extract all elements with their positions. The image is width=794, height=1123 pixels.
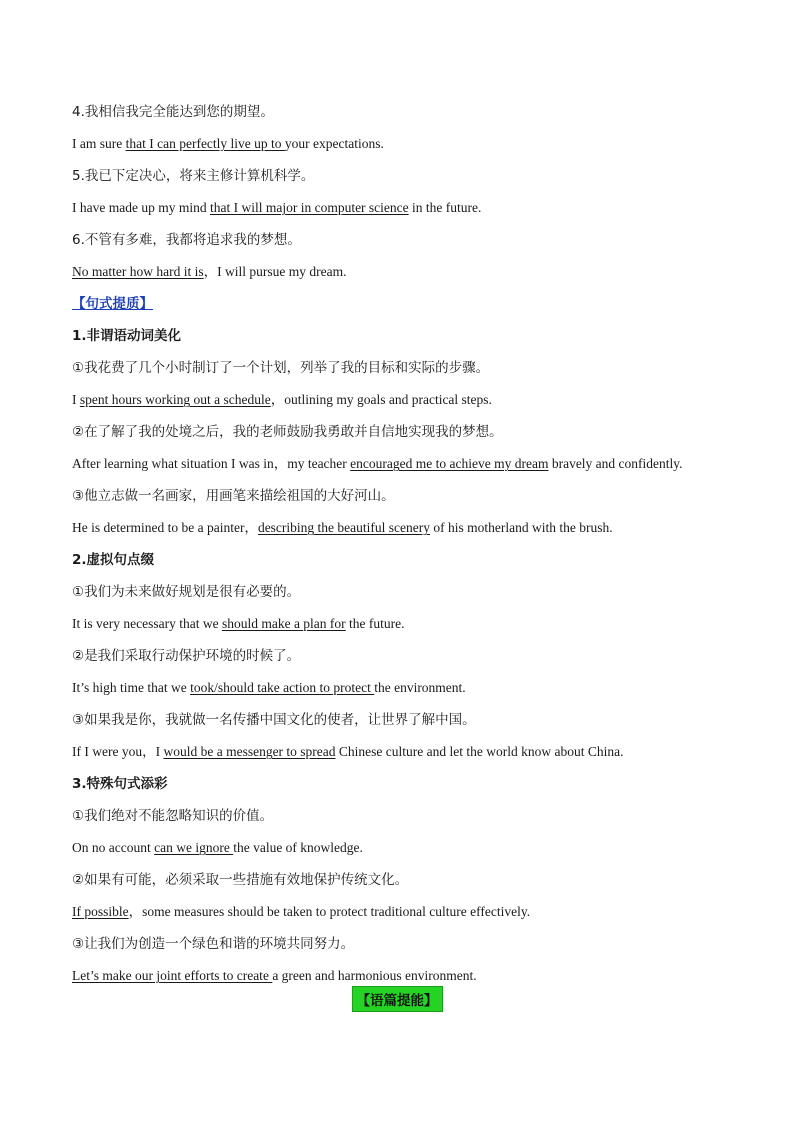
section-title: 【句式提质】: [72, 296, 153, 312]
english-sentence: [72, 736, 722, 768]
text-post: ，I will pursue my dream.: [203, 264, 347, 279]
chinese-sentence: 5.我已下定决心，将来主修计算机科学。: [72, 168, 315, 184]
text-pre: If I were you，I: [72, 744, 164, 759]
chinese-sentence: ③让我们为创造一个绿色和谐的环境共同努力。: [72, 936, 355, 952]
chinese-sentence: ①我们为未来做好规划是很有必要的。: [72, 584, 301, 600]
text-pre: After learning what situation I was in，my teacher: [72, 456, 351, 471]
text-underlined: describing the beautiful scenery: [257, 520, 430, 535]
intro-item: [72, 224, 722, 288]
english-sentence: [72, 832, 722, 864]
text-underlined: can we ignore: [154, 840, 234, 855]
chinese-sentence: 6.不管有多难，我都将追求我的梦想。: [72, 232, 301, 248]
text-underlined: took/should take action to protect: [190, 680, 375, 695]
text-post: Chinese culture and let the world know about China.: [335, 744, 624, 759]
english-sentence: [72, 128, 722, 160]
text-underlined: would be a messenger to spread: [163, 744, 336, 759]
section-badge: 【语篇提能】: [352, 986, 443, 1012]
text-post: in the future.: [408, 200, 482, 215]
text-post: a green and harmonious environment.: [272, 968, 477, 983]
text-underlined: Let’s make our joint efforts to create: [72, 968, 273, 983]
text-post: your expectations.: [284, 136, 384, 151]
text-pre: He is determined to be a painter，: [72, 520, 258, 535]
group-title: 1.非谓语动词美化: [72, 328, 182, 344]
text-underlined: spent hours working out a schedule: [79, 392, 271, 407]
text-underlined: encouraged me to achieve my dream: [350, 456, 549, 471]
chinese-sentence: ③如果我是你，我就做一名传播中国文化的使者，让世界了解中国。: [72, 712, 476, 728]
text-post: bravely and confidently.: [548, 456, 683, 471]
english-sentence: [72, 608, 722, 640]
text-pre: It is very necessary that we: [72, 616, 222, 631]
group-title: 2.虚拟句点缀: [72, 552, 155, 568]
chinese-sentence: ②如果有可能，必须采取一些措施有效地保护传统文化。: [72, 872, 409, 888]
text-pre: It’s high time that we: [72, 680, 191, 695]
chinese-sentence: ③他立志做一名画家，用画笔来描绘祖国的大好河山。: [72, 488, 395, 504]
group-title: 3.特殊句式添彩: [72, 776, 168, 792]
intro-item: [72, 160, 722, 224]
text-pre: I am sure: [72, 136, 126, 151]
text-post: the environment.: [374, 680, 466, 695]
english-sentence: [72, 384, 722, 416]
document-body: [72, 96, 722, 992]
footer-section: [0, 986, 794, 1012]
text-post: the value of knowledge.: [233, 840, 363, 855]
text-post: of his motherland with the brush.: [430, 520, 613, 535]
text-pre: I have made up my mind: [72, 200, 210, 215]
english-sentence: [72, 448, 722, 480]
intro-item: [72, 96, 722, 160]
text-pre: I: [72, 392, 80, 407]
chinese-sentence: 4.我相信我完全能达到您的期望。: [72, 104, 274, 120]
english-sentence: [72, 192, 722, 224]
text-pre: On no account: [72, 840, 155, 855]
text-underlined: that I will major in computer science: [209, 200, 409, 215]
text-post: ，outlining my goals and practical steps.: [270, 392, 492, 407]
text-underlined: that I can perfectly live up to: [125, 136, 285, 151]
english-sentence: [72, 256, 722, 288]
text-underlined: should make a plan for: [221, 616, 346, 631]
english-sentence: [72, 896, 722, 928]
chinese-sentence: ②是我们采取行动保护环境的时候了。: [72, 648, 301, 664]
text-post: the future.: [345, 616, 405, 631]
text-post: ，some measures should be taken to protect traditional culture effectively.: [128, 904, 531, 919]
chinese-sentence: ①我们绝对不能忽略知识的价值。: [72, 808, 274, 824]
chinese-sentence: ①我花费了几个小时制订了一个计划，列举了我的目标和实际的步骤。: [72, 360, 490, 376]
text-underlined: No matter how hard it is: [72, 264, 204, 279]
english-sentence: [72, 512, 722, 544]
english-sentence: [72, 672, 722, 704]
chinese-sentence: ②在了解了我的处境之后，我的老师鼓励我勇敢并自信地实现我的梦想。: [72, 424, 503, 440]
text-underlined: If possible: [72, 904, 129, 919]
